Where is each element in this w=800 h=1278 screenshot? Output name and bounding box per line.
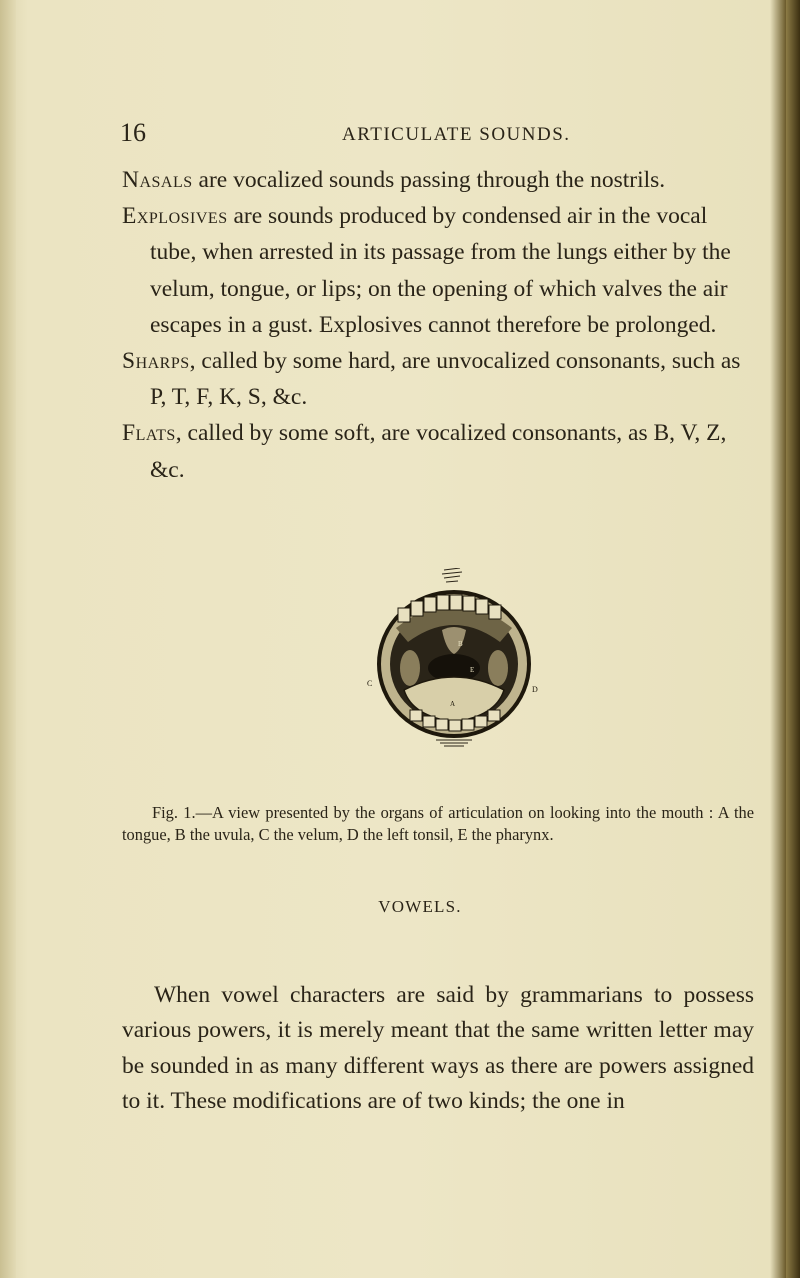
definition-text: , called by some hard, are unvocalized consonants, such as P, T, F, K, S, &c. [150, 348, 741, 411]
running-title: ARTICULATE SOUNDS. [342, 124, 571, 145]
definition-sharps [122, 343, 752, 415]
section-heading [0, 897, 800, 917]
label-b: B [458, 640, 463, 648]
label-c: C [367, 679, 373, 688]
page-edge-right [786, 0, 800, 1278]
term-explosives: Explosives [122, 203, 228, 230]
definition-list [122, 162, 752, 488]
definition-text: are sounds produced by condensed air in the vocal tube, when arrested in its passage from the lungs either by the velum, tongue, or lips; on the opening of which valves the air escapes in a gust. Explosives cannot therefore be prolonged. [150, 203, 731, 338]
label-e: E [470, 666, 475, 674]
page-gutter-left [0, 0, 16, 1278]
mouth-illustration [364, 568, 544, 748]
vowels-paragraph: When vowel characters are said by grammarians to possess various powers, it is merely meant that the same written letter may be sounded in as many different ways as there are powers assigned to it. These modifications are of two kinds; the one in [122, 981, 754, 1114]
figure-caption: Fig. 1.—A view presented by the organs of articulation on looking into the mouth : A the tongue, B the uvula, C the velum, D the left tonsil, E the pharynx. [122, 803, 754, 845]
running-head [120, 118, 740, 152]
term-sharps: Sharps [122, 348, 190, 375]
term-flats: Flats [122, 420, 176, 447]
term-nasals: Nasals [122, 167, 193, 193]
definition-explosives [122, 198, 752, 343]
definition-text: are vocalized sounds passing through the nostrils. [192, 167, 666, 193]
section-title: VOWELS. [378, 897, 462, 916]
tonsil-left [400, 650, 420, 686]
label-d: D [532, 685, 538, 694]
page-number: 16 [120, 118, 146, 147]
definition-text: , called by some soft, are vocalized consonants, as B, V, Z, &c. [150, 420, 727, 483]
tonsil-right [488, 650, 508, 686]
definition-flats [122, 415, 752, 487]
label-a: A [450, 700, 456, 708]
definition-nasals [122, 162, 752, 198]
chin-hatching [436, 740, 472, 746]
nose-hatching [442, 568, 462, 582]
